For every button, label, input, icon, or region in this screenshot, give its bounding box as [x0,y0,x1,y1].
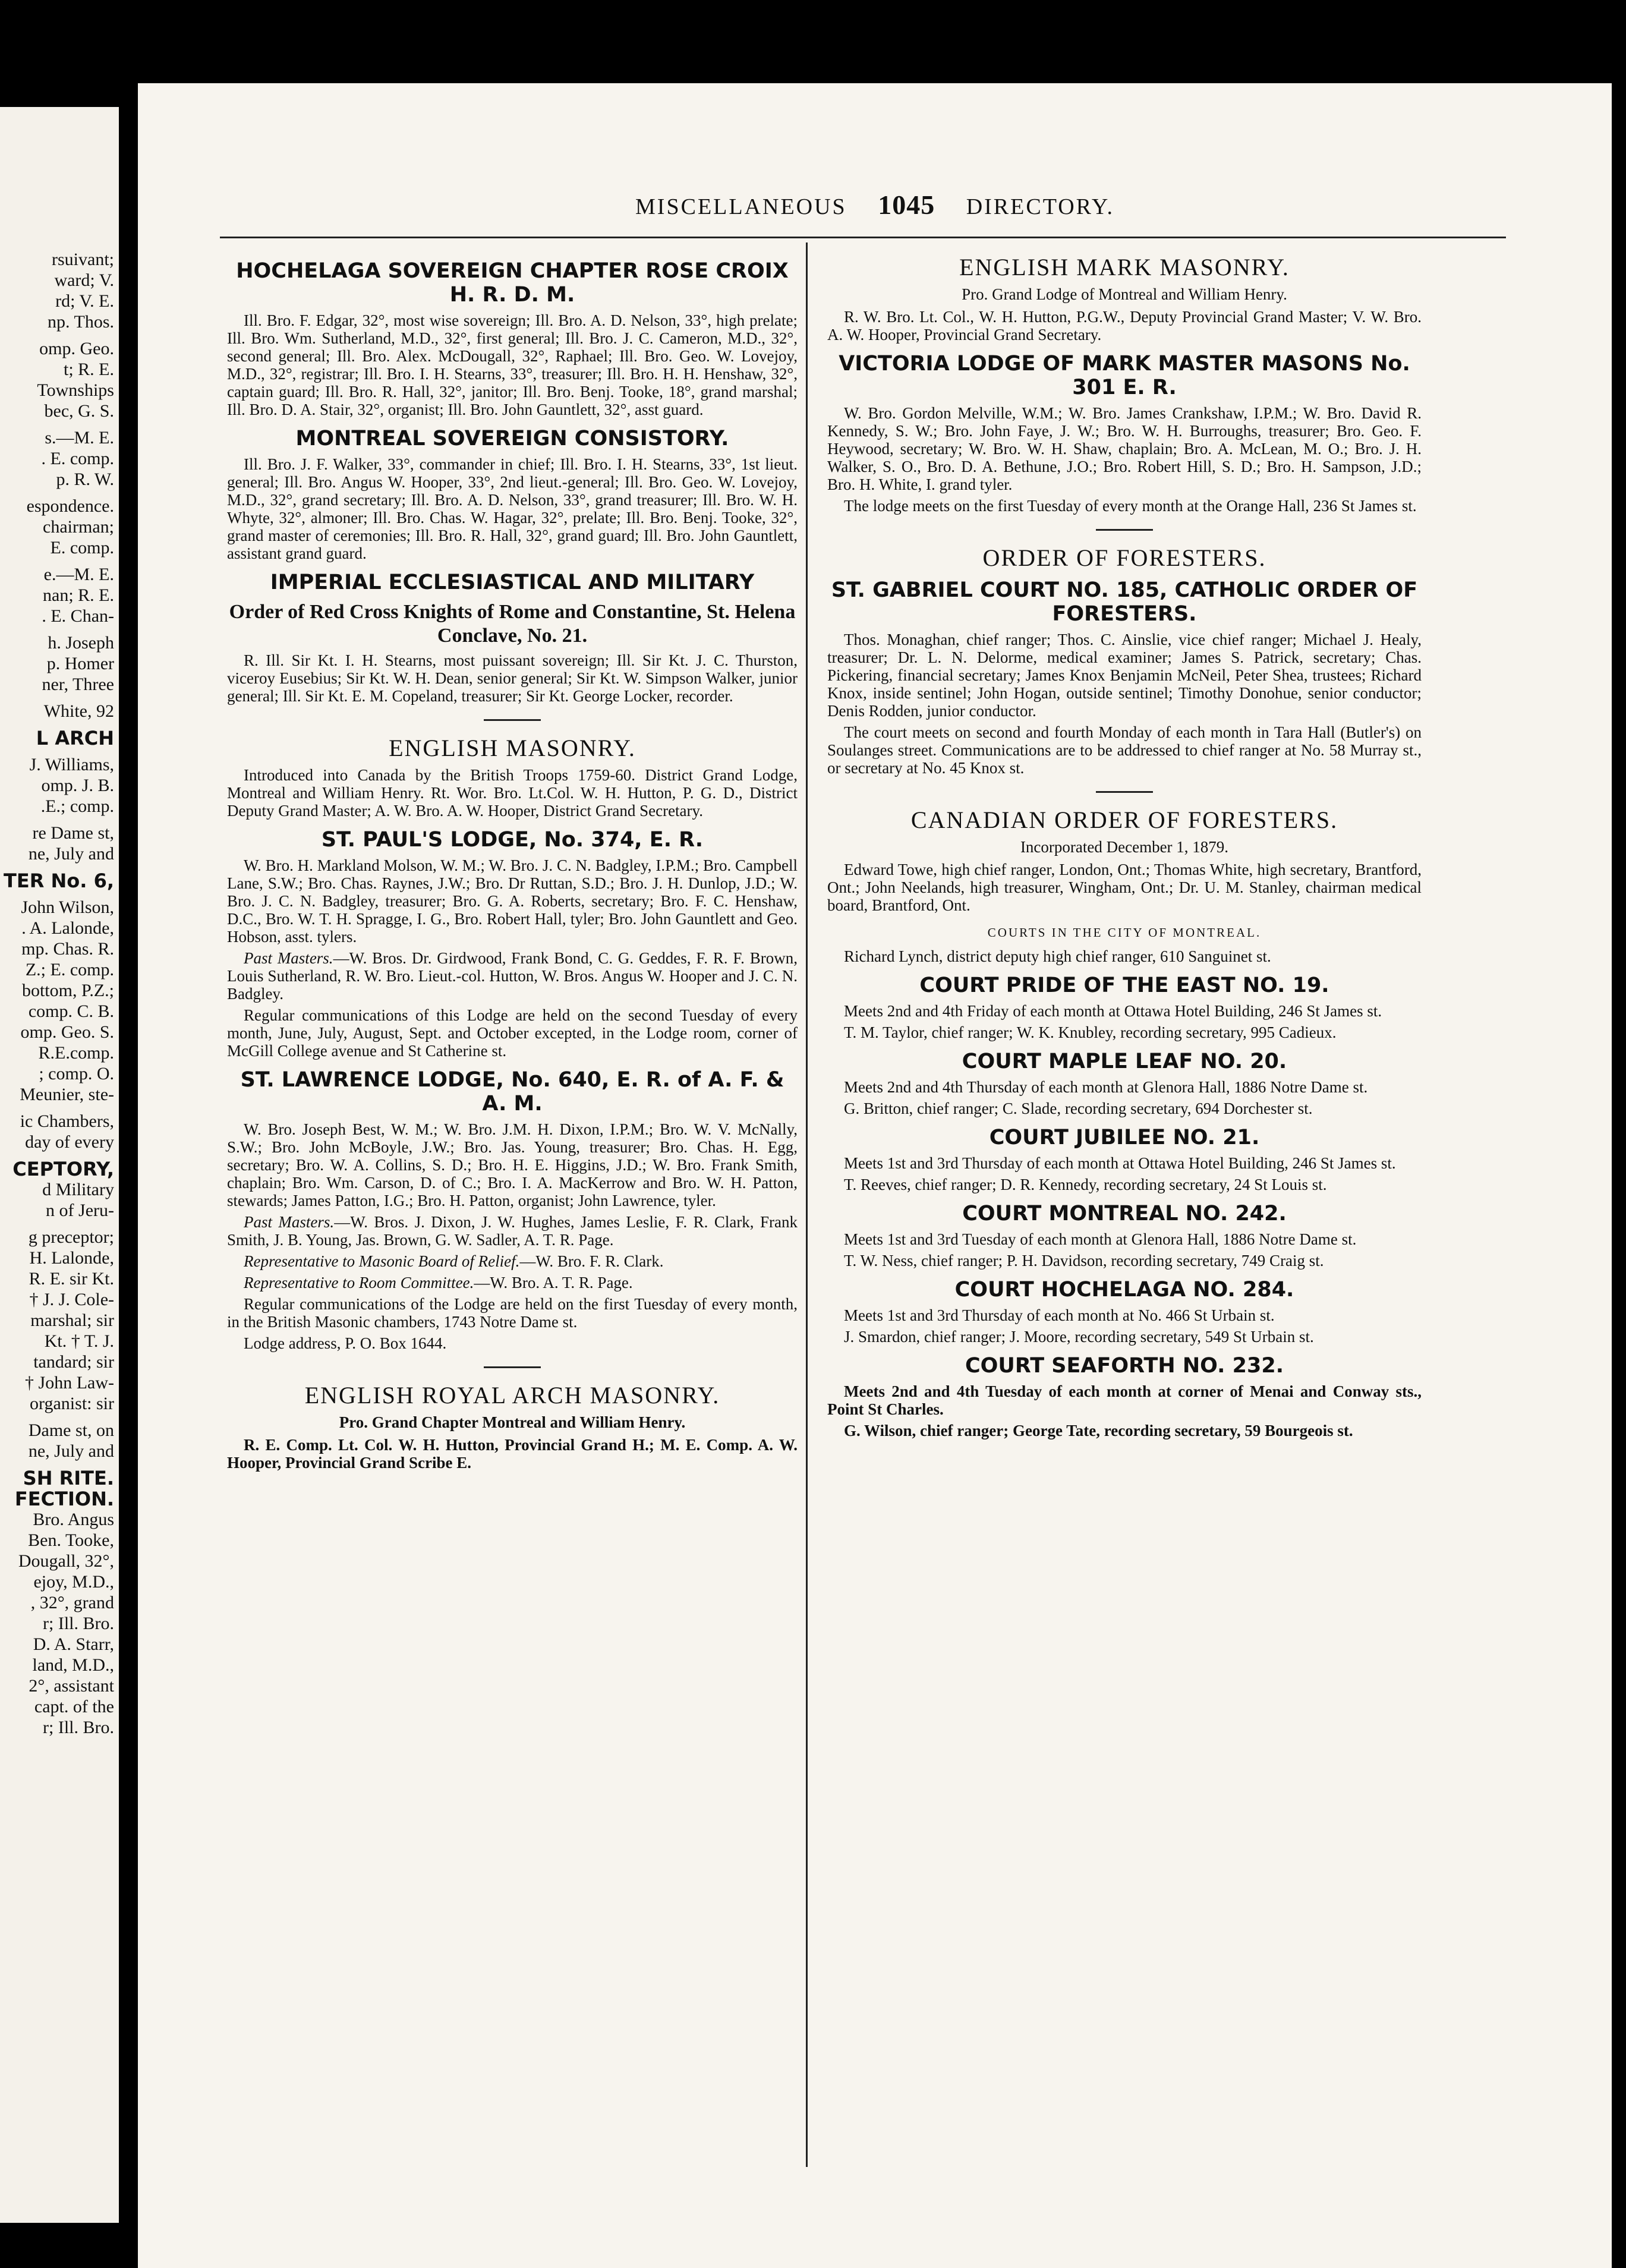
paragraph: The court meets on second and fourth Monday of each month in Tara Hall (Butler's) on Soulanges street. Communications are to be addressed to chief ranger at No. 58 Murray st., or secretary at No. 45 Knox st. [827,723,1422,777]
paragraph: Regular communications of the Lodge are held on the first Tuesday of every month, in the British Masonic chambers, 1743 Notre Dame st. [227,1295,798,1331]
strip-line: .E.; comp. [40,796,114,816]
section-title: COURT PRIDE OF THE EAST NO. 19. [919,974,1329,997]
paragraph: G. Britton, chief ranger; C. Slade, recording secretary, 694 Dorchester st. [844,1100,1313,1117]
strip-line: ward; V. [54,270,114,290]
paragraph: Meets 1st and 3rd Thursday of each month at No. 466 St Urbain st. [844,1306,1275,1324]
strip-line: n of Jeru- [46,1201,114,1220]
strip-line: land, M.D., [32,1655,114,1675]
section-title: ENGLISH MARK MASONRY. [959,254,1290,281]
strip-line: ner, Three [42,675,114,694]
subheading: COURTS IN THE CITY OF MONTREAL. [987,925,1262,940]
strip-line: h. Joseph [48,633,114,653]
strip-line: capt. of the [34,1697,114,1716]
paragraph: R. E. Comp. Lt. Col. W. H. Hutton, Provincial Grand H.; M. E. Comp. A. W. Hooper, Provincial Grand Scribe E. [227,1436,798,1472]
section-title: HOCHELAGA SOVEREIGN CHAPTER ROSE CROIX H. R. D. M. [236,259,789,307]
section-title: MONTREAL SOVEREIGN CONSISTORY. [295,427,729,451]
strip-line: d Military [42,1180,114,1199]
strip-line: re Dame st, [32,823,114,843]
adjacent-page-strip [0,107,119,2223]
text: —W. Bro. F. R. Clark. [519,1252,664,1270]
section-title: ST. LAWRENCE LODGE, No. 640, E. R. of A. F. & A. M. [240,1068,784,1116]
section-divider [1096,791,1153,793]
strip-line: , 32°, grand [30,1593,114,1612]
strip-line: organist: sir [30,1394,114,1413]
paragraph: Regular communications of this Lodge are held on the second Tuesday of every month, June, July, August, Sept. and October excepted, in the Lodge room, corner of McGill College avenue and St Catherine st. [227,1006,798,1060]
strip-line: † John Law- [25,1373,114,1393]
section-title: CANADIAN ORDER OF FORESTERS. [910,807,1338,833]
section-title: COURT SEAFORTH NO. 232. [965,1354,1284,1378]
paragraph: Meets 1st and 3rd Tuesday of each month at Glenora Hall, 1886 Notre Dame st. [844,1230,1357,1248]
strip-line: marshal; sir [30,1311,114,1330]
strip-line: Ben. Tooke, [28,1530,114,1550]
section-title: COURT MONTREAL NO. 242. [962,1202,1287,1226]
strip-line: omp. Geo. S. [20,1022,114,1042]
section-title: VICTORIA LODGE OF MARK MASTER MASONS No. 301 E. R. [839,352,1410,399]
section-title: ENGLISH ROYAL ARCH MASONRY. [304,1382,720,1409]
strip-line: TER No. 6, [4,870,114,892]
strip-line: J. Williams, [29,755,114,774]
paragraph: J. Smardon, chief ranger; J. Moore, recording secretary, 549 St Urbain st. [844,1328,1314,1346]
strip-line: ic Chambers, [20,1111,114,1131]
paragraph: Richard Lynch, district deputy high chief ranger, 610 Sanguinet st. [844,947,1271,965]
section-title: ST. PAUL'S LODGE, No. 374, E. R. [321,828,704,852]
strip-line: John Wilson, [21,897,114,917]
strip-line: t; R. E. [63,360,114,379]
section-title: ENGLISH MASONRY. [389,735,636,761]
strip-line: mp. Chas. R. [21,939,114,959]
paragraph: W. Bro. H. Markland Molson, W. M.; W. Bro. J. C. N. Badgley, I.P.M.; Bro. Campbell Lane, S.W.; Bro. Chas. Raynes, J.W.; Bro. Dr Ruttan, S.D.; Bro. J. H. Dunlop, J.D.; W. Bro. J. C. N. Badgley, treasurer; Bro. G. A. Roberts, secretary; Bro. F. C. Henshaw, D.C., Bro. W. T. H. Spragge, I. G., Bro. Robert Hall, tyler; Bro. John Gauntlett and Geo. Hobson, asst. tylers. [227,856,798,946]
page-number: 1045 [878,190,935,220]
strip-line: E. comp. [50,538,114,557]
paragraph [227,1213,798,1249]
left-column [227,251,798,1475]
strip-line: p. R. W. [56,470,114,489]
strip-line: bec, G. S. [44,401,114,421]
strip-line: . E. comp. [41,449,114,468]
strip-line: ne, July and [28,1441,114,1461]
strip-line: s.—M. E. [45,428,114,448]
paragraph: Edward Towe, high chief ranger, London, Ont.; Thomas White, high secretary, Brantford, Ont.; John Neelands, high treasurer, Wingham, Ont.; Dr. U. M. Stanley, chairman medical board, Brantford, Ont. [827,861,1422,914]
strip-line: r; Ill. Bro. [43,1718,114,1737]
label: Past Masters. [244,949,333,967]
section-divider [1096,529,1153,531]
section-divider [484,1366,541,1368]
strip-line: . A. Lalonde, [21,918,114,938]
header-left: MISCELLANEOUS [635,194,847,219]
strip-line: . E. Chan- [42,606,114,626]
section-divider [484,719,541,721]
paragraph: Lodge address, P. O. Box 1644. [244,1334,447,1352]
strip-line: Meunier, ste- [20,1085,114,1104]
section-title: COURT HOCHELAGA NO. 284. [954,1278,1294,1302]
strip-line: tandard; sir [33,1352,114,1372]
strip-line: np. Thos. [48,312,114,332]
section-title: COURT JUBILEE NO. 21. [989,1126,1260,1149]
strip-line: omp. Geo. [39,339,114,358]
label: Representative to Room Committee. [244,1274,474,1292]
strip-line: H. Lalonde, [29,1248,114,1268]
strip-line: † J. J. Cole- [29,1290,114,1309]
section-title: ST. GABRIEL COURT NO. 185, CATHOLIC ORDER OF FORESTERS. [831,578,1418,626]
strip-line: Z.; E. comp. [25,960,114,979]
strip-line: R. E. sir Kt. [29,1269,114,1289]
label: Representative to Masonic Board of Relief. [244,1252,520,1270]
paragraph [227,949,798,1003]
paragraph: Pro. Grand Chapter Montreal and William Henry. [339,1413,686,1431]
header-rule [220,237,1506,238]
strip-line: ne, July and [28,844,114,864]
paragraph: Meets 2nd and 4th Friday of each month at Ottawa Hotel Building, 246 St James st. [844,1002,1382,1020]
strip-line: bottom, P.Z.; [21,981,114,1000]
paragraph: R. Ill. Sir Kt. I. H. Stearns, most puissant sovereign; Ill. Sir Kt. J. C. Thurston, viceroy Eusebius; Sir Kt. W. H. Dean, senior general; Sir Kt. W. Simpson Walker, junior general; Ill. Sir Kt. E. M. Copeland, treasurer; Sir Kt. George Locker, recorder. [227,651,798,705]
strip-line: nan; R. E. [43,585,114,605]
strip-line: espondence. [26,496,114,516]
strip-line: comp. C. B. [28,1001,114,1021]
strip-line: SH RITE. [23,1467,114,1489]
directory-page [138,83,1612,2268]
strip-line: D. A. Starr, [33,1634,114,1654]
paragraph: Introduced into Canada by the British Troops 1759-60. District Grand Lodge, Montreal and William Henry. Rt. Wor. Bro. Lt.Col. W. H. Hutton, P. G. D., District Deputy Grand Master; A. W. Bro. A. W. Hooper, District Grand Secretary. [227,766,798,820]
section-title: COURT MAPLE LEAF NO. 20. [962,1050,1287,1073]
text: —W. Bro. A. T. R. Page. [474,1274,633,1292]
paragraph: W. Bro. Joseph Best, W. M.; W. Bro. J.M. H. Dixon, I.P.M.; Bro. W. V. McNally, S.W.; Bro. John McBoyle, J.W.; Bro. Jas. Young, treasurer; Bro. Chas. H. Egg, secretary; Bro. W. A. Collins, S. D.; Bro. H. E. Higgins, J.D.; W. Bro. Frank Smith, chaplain; Bro. Wm. Carson, D. of C.; Bro. I. A. MacKerrow and Bro. W. H. Patton, stewards; James Patton, I.G.; Bro. H. Patton, organist; John Lawrence, tyler. [227,1120,798,1209]
paragraph: T. M. Taylor, chief ranger; W. K. Knubley, recording secretary, 995 Cadieux. [844,1023,1337,1041]
paragraph: T. W. Ness, chief ranger; P. H. Davidson, recording secretary, 749 Craig st. [844,1252,1324,1270]
label: Past Masters. [244,1213,335,1231]
strip-line: omp. J. B. [41,776,114,795]
paragraph: Ill. Bro. F. Edgar, 32°, most wise sovereign; Ill. Bro. A. D. Nelson, 33°, high prelate; Ill. Bro. Wm. Sutherland, M.D., 32°, first general; Ill. Bro. J. C. Cameron, M.D., 32°, second general; Ill. Bro. Alex. McDougall, 32°, Raphael; Ill. Bro. Geo. W. Lovejoy, M.D., 32°, registrar; Ill. Bro. I. H. Stearns, 33°, treasurer; Ill. Bro. H. H. Henshaw, 32°, captain guard; Ill. Bro. R. Hall, 32°, janitor; Ill. Bro. Benj. Tooke, 18°, grand marshal; Ill. Bro. D. A. Stair, 32°, organist; Ill. Bro. John Gauntlett, 32°, asst guard. [227,311,798,418]
header-right: DIRECTORY. [966,194,1114,219]
running-header [138,189,1612,220]
strip-line: 2°, assistant [29,1676,114,1696]
column-divider [806,242,808,2167]
paragraph: R. W. Bro. Lt. Col., W. H. Hutton, P.G.W., Deputy Provincial Grand Master; V. W. Bro. A. W. Hooper, Provincial Grand Secretary. [827,308,1422,344]
strip-line: chairman; [43,517,114,537]
strip-line: CEPTORY, [12,1158,114,1180]
strip-line: L ARCH [36,727,114,749]
section-subtitle: Order of Red Cross Knights of Rome and Constantine, St. Helena Conclave, No. 21. [229,601,796,647]
section-title: IMPERIAL ECCLESIASTICAL AND MILITARY [270,571,755,594]
strip-line: Bro. Angus [33,1510,114,1529]
strip-line: rsuivant; [52,250,114,269]
strip-line: ; comp. O. [39,1064,114,1083]
strip-line: FECTION. [14,1488,114,1510]
strip-line: g preceptor; [28,1227,114,1247]
paragraph: T. Reeves, chief ranger; D. R. Kennedy, recording secretary, 24 St Louis st. [844,1176,1327,1193]
strip-line: White, 92 [43,701,114,721]
paragraph [227,1252,798,1270]
strip-line: R.E.comp. [38,1043,114,1063]
text: —W. Bros. J. Dixon, J. W. Hughes, James Leslie, F. R. Clark, Frank Smith, J. B. Young, Jas. Brown, G. W. Sadler, A. T. R. Page. [227,1213,798,1249]
paragraph: The lodge meets on the first Tuesday of every month at the Orange Hall, 236 St James st. [844,497,1417,515]
paragraph: Ill. Bro. J. F. Walker, 33°, commander in chief; Ill. Bro. I. H. Stearns, 33°, 1st lieut. general; Ill. Bro. Angus W. Hooper, 33°, 2nd lieut.-general; Ill. Bro. Geo. W. Lovejoy, M.D., 32°, grand secretary; Ill. Bro. A. D. Nelson, 33°, grand treasurer; Ill. Bro. W. H. Whyte, 32°, almoner; Ill. Bro. Chas. W. Hagar, 32°, prelate; Ill. Bro. Benj. Tooke, 32°, grand master of ceremonies; Ill. Bro. R. Hall, 32°, grand guard; Ill. Bro. John Gauntlett, assistant grand guard. [227,455,798,562]
strip-line: Townships [37,380,114,400]
strip-line: p. Homer [46,654,114,673]
text: —W. Bros. Dr. Girdwood, Frank Bond, C. G. Geddes, F. R. F. Brown, Louis Sutherland, R. W. Bro. Lieut.-col. Hutton, W. Bros. Angus W. Hooper and J. C. N. Badgley. [227,949,798,1003]
paragraph: Meets 2nd and 4th Thursday of each month at Glenora Hall, 1886 Notre Dame st. [844,1078,1368,1096]
paragraph: G. Wilson, chief ranger; George Tate, recording secretary, 59 Bourgeois st. [844,1422,1353,1439]
strip-line: ejoy, M.D., [33,1572,114,1592]
strip-line: rd; V. E. [55,291,114,311]
strip-line: day of every [25,1132,114,1152]
strip-line: Dougall, 32°, [18,1551,114,1571]
paragraph: Thos. Monaghan, chief ranger; Thos. C. Ainslie, vice chief ranger; Michael J. Healy, treasurer; Dr. L. N. Delorme, medical examiner; James S. Patrick, secretary; Chas. Pickering, financial secretary; James Knox Benjamin McNeil, Peter Shea, trustees; Richard Knox, inside sentinel; John Hogan, outside sentinel; Timothy Donohue, senior conductor; Denis Rodden, junior conductor. [827,631,1422,720]
paragraph: Pro. Grand Lodge of Montreal and William Henry. [962,285,1287,303]
paragraph: Incorporated December 1, 1879. [1020,838,1229,856]
strip-line: Kt. † T. J. [44,1331,114,1351]
strip-line: r; Ill. Bro. [43,1614,114,1633]
strip-line: Dame st, on [28,1420,114,1440]
paragraph: Meets 2nd and 4th Tuesday of each month at corner of Menai and Conway sts., Point St Charles. [827,1382,1422,1418]
section-title: ORDER OF FORESTERS. [982,544,1266,571]
paragraph: Meets 1st and 3rd Thursday of each month at Ottawa Hotel Building, 246 St James st. [844,1154,1396,1172]
strip-line: e.—M. E. [43,565,114,584]
paragraph [227,1274,798,1292]
paragraph: W. Bro. Gordon Melville, W.M.; W. Bro. James Crankshaw, I.P.M.; W. Bro. David R. Kennedy, S. W.; Bro. John Faye, J. W.; Bro. W. H. Burroughs, treasurer; Bro. Geo. F. Heywood, secretary; W. Bro. W. H. Shaw, chaplain; Bro. A. McLean, M. O.; Bro. J. H. Walker, S. O., Bro. D. A. Bethune, J.O.; Bro. Robert Hill, S. D.; Bro. H. Sampson, J.D.; Bro. H. White, I. grand tyler. [827,404,1422,493]
right-column [827,251,1422,1443]
